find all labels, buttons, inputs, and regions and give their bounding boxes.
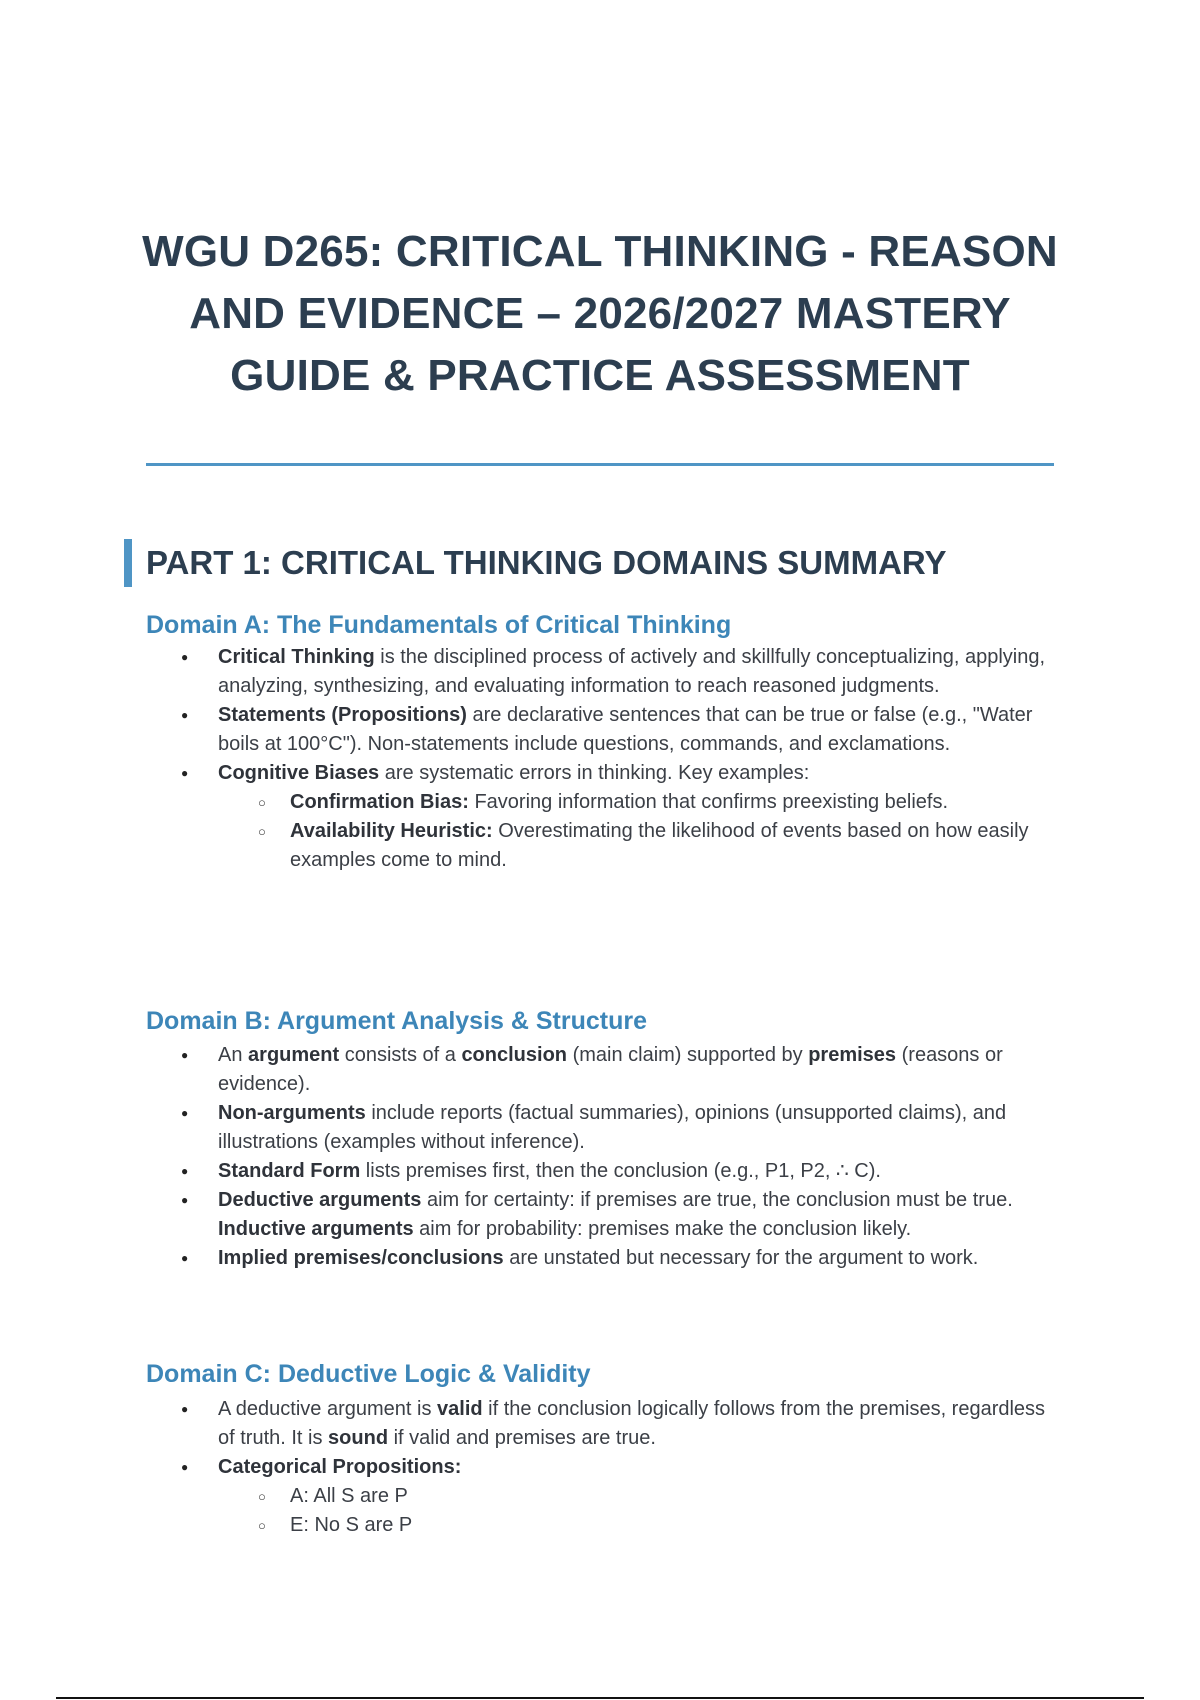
list-item: ● Statements (Propositions) are declarative sentences that can be true or false (e.g., "Water boils at 100°C"). Non-statements include questions, commands, and exclamations. xyxy=(146,701,1066,759)
sub-list-item: ○ Availability Heuristic: Overestimating the likelihood of events based on how easily examples come to mind. xyxy=(218,817,1066,875)
list-item: ● Non-arguments include reports (factual summaries), opinions (unsupported claims), and illustrations (examples without inference). xyxy=(146,1099,1066,1157)
domain-a-title: Domain A: The Fundamentals of Critical Thinking xyxy=(146,611,732,639)
sub-list-item: ○ A: All S are P xyxy=(218,1482,1066,1511)
part-1-heading: PART 1: CRITICAL THINKING DOMAINS SUMMARY xyxy=(124,539,1084,587)
domain-b-title: Domain B: Argument Analysis & Structure xyxy=(146,1007,648,1035)
domain-a-list xyxy=(146,643,1066,875)
page-bottom-rule xyxy=(56,1697,1144,1699)
list-item: ● Implied premises/conclusions are unstated but necessary for the argument to work. xyxy=(146,1244,1066,1273)
list-item: ● Standard Form lists premises first, then the conclusion (e.g., P1, P2, ∴ C). xyxy=(146,1157,1066,1186)
domain-c-title: Domain C: Deductive Logic & Validity xyxy=(146,1360,591,1388)
title-divider xyxy=(146,463,1054,466)
list-item: ● A deductive argument is valid if the conclusion logically follows from the premises, regardless of truth. It is sound if valid and premises are true. xyxy=(146,1395,1066,1453)
domain-b-list xyxy=(146,1041,1066,1273)
list-item: ● Categorical Propositions: ○ A: All S are P ○ E: No S are P xyxy=(146,1453,1066,1540)
sub-list-item: ○ Confirmation Bias: Favoring information that confirms preexisting beliefs. xyxy=(218,788,1066,817)
domain-c-list xyxy=(146,1395,1066,1540)
domain-a-sublist xyxy=(218,788,1066,875)
list-item: ● An argument consists of a conclusion (main claim) supported by premises (reasons or evidence). xyxy=(146,1041,1066,1099)
list-item: ● Cognitive Biases are systematic errors in thinking. Key examples: ○ Confirmation Bias: Favoring information that confirms preexisting beliefs. ○ Availability Heuristic: Overestimating the likelihood of events based on how easily examples come to mind. xyxy=(146,759,1066,875)
sub-list-item: ○ E: No S are P xyxy=(218,1511,1066,1540)
list-item: ● Critical Thinking is the disciplined process of actively and skillfully conceptualizing, applying, analyzing, synthesizing, and evaluating information to reach reasoned judgments. xyxy=(146,643,1066,701)
document-title: WGU D265: CRITICAL THINKING - REASON AND EVIDENCE – 2026/2027 MASTERY GUIDE & PRACTICE ASSESSMENT xyxy=(142,227,1058,401)
domain-c-sublist xyxy=(218,1482,1066,1540)
list-item: ● Deductive arguments aim for certainty: if premises are true, the conclusion must be true. Inductive arguments aim for probability: premises make the conclusion likely. xyxy=(146,1186,1066,1244)
